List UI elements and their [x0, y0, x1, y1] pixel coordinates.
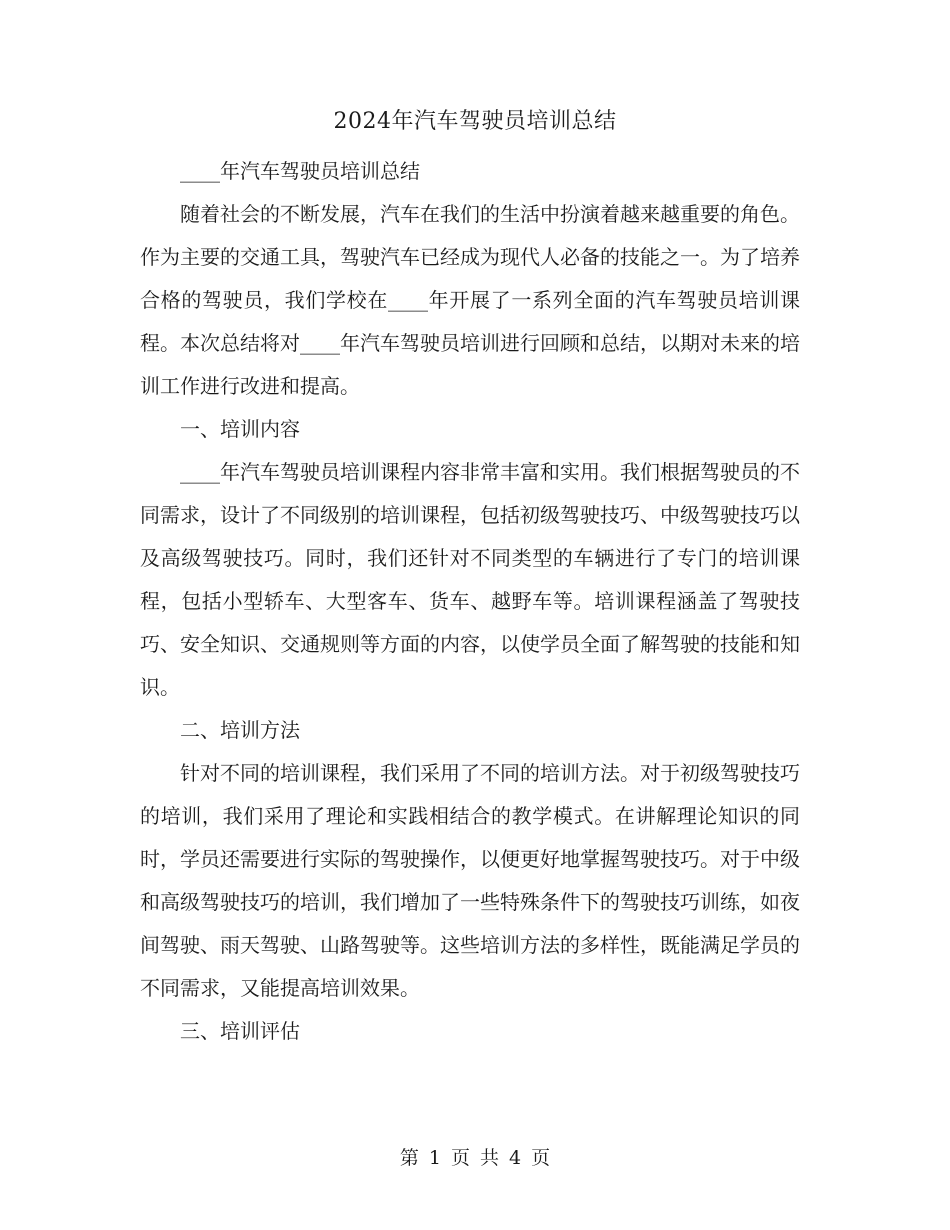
page-footer: 第 1 页 共 4 页 — [399, 1147, 551, 1169]
method-paragraph: 针对不同的培训课程，我们采用了不同的培训方法。对于初级驾驶技巧的培训，我们采用了理论和实践相结合的教学模式。在讲解理论知识的同时，学员还需要进行实际的驾驶操作，以便更好地掌握驾驶技巧。对于中级和高级驾驶技巧的培训，我们增加了一些特殊条件下的驾驶技巧训练，如夜间驾驶、雨天驾驶、山路驾驶等。这些培训方法的多样性，既能满足学员的不同需求，又能提高培训效果。 — [140, 761, 800, 1000]
intro-paragraph: 随着社会的不断发展，汽车在我们的生活中扮演着越来越重要的角色。作为主要的交通工具，驾驶汽车已经成为现代人必备的技能之一。为了培养合格的驾驶员，我们学校在____年开展了一系列全面的汽车驾驶员培训课程。本次总结将对____年汽车驾驶员培训进行回顾和总结，以期对未来的培训工作进行改进和提高。 — [140, 202, 800, 398]
section-heading-method: 二、培训方法 — [180, 718, 300, 742]
section-heading-content: 一、培训内容 — [180, 417, 300, 441]
subtitle-paragraph: ____年汽车驾驶员培训总结 — [180, 159, 420, 183]
content-paragraph: ____年汽车驾驶员培训课程内容非常丰富和实用。我们根据驾驶员的不同需求，设计了不同级别的培训课程，包括初级驾驶技巧、中级驾驶技巧以及高级驾驶技巧。同时，我们还针对不同类型的车辆进行了专门的培训课程，包括小型轿车、大型客车、货车、越野车等。培训课程涵盖了驾驶技巧、安全知识、交通规则等方面的内容，以使学员全面了解驾驶的技能和知识。 — [140, 460, 800, 699]
document-body — [140, 150, 800, 1053]
document-title: 2024年汽车驾驶员培训总结 — [333, 109, 617, 134]
section-heading-evaluation: 三、培训评估 — [180, 1019, 300, 1043]
